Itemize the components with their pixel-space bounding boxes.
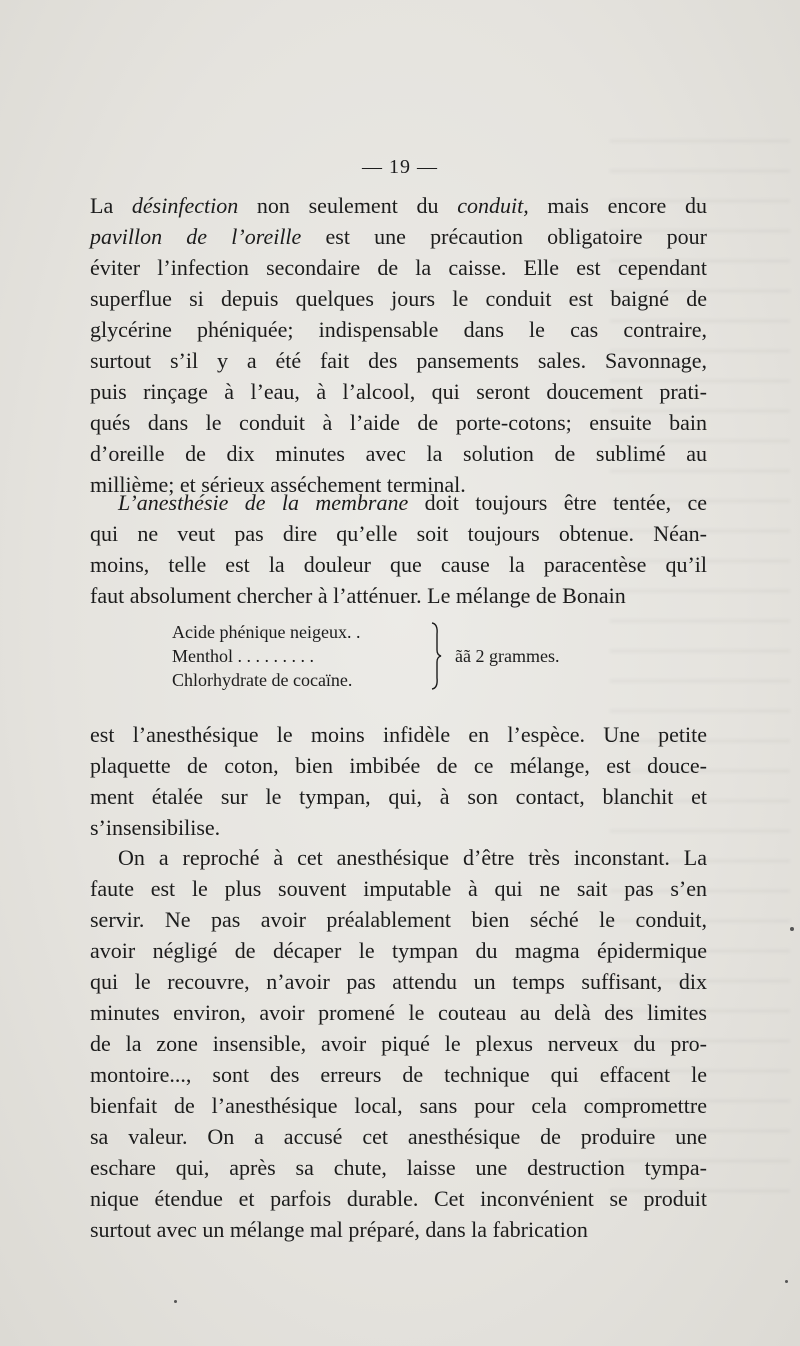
bonain-formula [172,620,360,692]
text-line: montoire..., sont des erreurs de technique qui effacent le [90,1062,707,1087]
text-line: minutes environ, avoir promené le couteau au delà des limites [90,1000,707,1025]
text-line: On a reproché à cet anesthésique d’être très inconstant. La [118,845,707,870]
paper-speck [785,1280,788,1283]
text-line: moins, telle est la douleur que cause la paracentèse qu’il [90,552,707,577]
text-line: d’oreille de dix minutes avec la solution de sublimé au [90,441,707,466]
text-line: qui ne veut pas dire qu’elle soit toujours obtenue. Néan- [90,521,707,546]
text-line: sa valeur. On a accusé cet anesthésique de produire une [90,1124,707,1149]
text-line: superflue si depuis quelques jours le conduit est baigné de [90,286,707,311]
text-line: bienfait de l’anesthésique local, sans pour cela compromettre [90,1093,707,1118]
text-line: surtout s’il y a été fait des pansements sales. Savonnage, [90,348,707,373]
text-line: faut absolument chercher à l’atténuer. Le mélange de Bonain [90,583,626,608]
formula-dose: ãã 2 grammes. [455,646,560,666]
text-line: qui le recouvre, n’avoir pas attendu un temps suffisant, dix [90,969,707,994]
text-line: surtout avec un mélange mal préparé, dans la fabrication [90,1217,588,1242]
text-line: La désinfection non seulement du conduit, mais encore du [90,193,707,218]
text-line: millième; et sérieux asséchement terminal. [90,472,466,497]
paragraph-disinfection [90,190,707,500]
italic-term: L’anesthésie de la membrane [118,490,409,515]
italic-term: désinfection [131,193,239,218]
italic-term: conduit, [457,193,529,218]
italic-term: pavillon de l’oreille [90,224,302,249]
text-line: avoir négligé de décaper le tympan du magma épidermique [90,938,707,963]
paragraph-effect [90,719,707,843]
text-line: nique étendue et parfois durable. Cet inconvénient se produit [90,1186,707,1211]
text-line: est l’anesthésique le moins infidèle en l’espèce. Une petite [90,722,707,747]
text-line: faute est le plus souvent imputable à qui ne sait pas s’en [90,876,707,901]
text-line: qués dans le conduit à l’aide de porte-cotons; ensuite bain [90,410,707,435]
formula-ingredient: Acide phénique neigeux. . [172,622,361,642]
text-line: servir. Ne pas avoir préalablement bien séché le conduit, [90,907,707,932]
text-line: eschare qui, après sa chute, laisse une destruction tympa- [90,1155,707,1180]
text-line: puis rinçage à l’eau, à l’alcool, qui seront doucement prati- [90,379,707,404]
paragraph-anesthesia [90,487,707,611]
formula-ingredient: Chlorhydrate de cocaïne. [172,670,353,690]
page-number: — 19 — [362,156,438,178]
text-line: s’insensibilise. [90,815,221,840]
paper-speck [790,927,794,931]
formula-ingredient: Menthol . . . . . . . . . [172,646,314,666]
text-line: glycérine phéniquée; indispensable dans le cas contraire, [90,317,707,342]
text-line: pavillon de l’oreille est une précaution obligatoire pour [90,224,708,249]
text-line: ment étalée sur le tympan, qui, à son contact, blanchit et [90,784,707,809]
formula-brace [430,622,442,690]
text-line: éviter l’infection secondaire de la caisse. Elle est cependant [90,255,707,280]
paper-speck [174,1300,177,1303]
text-line: plaquette de coton, bien imbibée de ce mélange, est douce- [90,753,707,778]
text-line: de la zone insensible, avoir piqué le plexus nerveux du pro- [90,1031,707,1056]
text-line: L’anesthésie de la membrane doit toujours être tentée, ce [118,490,707,515]
paragraph-reproach [90,842,707,1245]
